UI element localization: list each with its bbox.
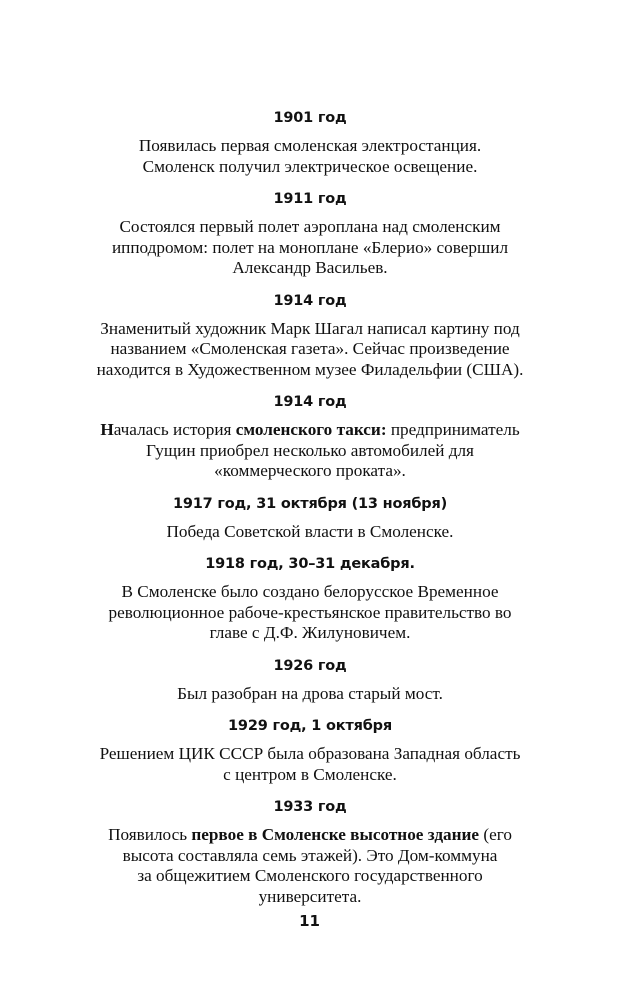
- entry-1914-taxi: [70, 392, 550, 482]
- entry-text: [70, 825, 550, 907]
- entry-1911: [70, 189, 550, 279]
- entry-text: [70, 136, 550, 177]
- text-line: Смоленск получил электрическое освещение.: [142, 156, 478, 176]
- text-line: высота составляла семь этажей). Это Дом-коммуна: [122, 845, 498, 865]
- entry-text: [70, 744, 550, 785]
- entry-year: 1914 год: [273, 292, 347, 309]
- entry-text: [70, 582, 550, 644]
- entry-text: [70, 420, 550, 482]
- text-line: Александр Васильев.: [232, 258, 388, 277]
- text-line: [108, 825, 512, 844]
- text-line: Победа Советской власти в Смоленске.: [166, 521, 454, 541]
- entry-year: 1918 год, 30–31 декабря.: [205, 556, 415, 572]
- text-line: названием «Смоленская газета». Сейчас произведение: [110, 339, 510, 358]
- text-line: Состоялся первый полет аэроплана над смоленским: [119, 217, 501, 236]
- text-line: ипподромом: полет на моноплане «Блерио» совершил: [111, 237, 509, 257]
- chronology-list: [70, 108, 550, 919]
- text-line: Знаменитый художник Марк Шагал написал картину под: [100, 318, 520, 338]
- entry-year: 1929 год, 1 октября: [228, 718, 392, 734]
- entry-text: [70, 522, 550, 543]
- text-line: находится в Художественном музее Филадельфии (США).: [96, 359, 524, 379]
- entry-1914-chagall: [70, 291, 550, 381]
- text-line: В Смоленске было создано белорусское Временное: [121, 582, 499, 601]
- page-number: 11: [299, 912, 320, 930]
- text-line: Появилась первая смоленская электростанция.: [138, 136, 482, 155]
- bold-phrase: смоленского такси:: [235, 420, 387, 439]
- text-line: «коммерческого проката».: [214, 461, 406, 480]
- entry-text: [70, 319, 550, 381]
- entry-year: 1901 год: [273, 110, 347, 126]
- text-line: главе с Д.Ф. Жилуновичем.: [209, 623, 411, 642]
- entry-1901: [70, 108, 550, 177]
- text-fragment: ачалась история: [113, 420, 236, 439]
- text-line: университета.: [258, 886, 362, 906]
- text-fragment: (его: [479, 825, 512, 844]
- text-line: за общежитием Смоленского государственного: [137, 866, 483, 885]
- text-line: с центром в Смоленске.: [223, 764, 397, 784]
- entry-year: 1933 год: [273, 799, 347, 815]
- entry-text: [70, 217, 550, 279]
- text-line: Был разобран на дрова старый мост.: [177, 683, 443, 703]
- text-line: Решением ЦИК СССР была образована Западная область: [99, 744, 521, 763]
- text-fragment: предприниматель: [386, 420, 520, 439]
- text-line: Гущин приобрел несколько автомобилей для: [146, 440, 474, 460]
- entry-1933: [70, 797, 550, 907]
- entry-year: 1914 год: [273, 394, 347, 410]
- entry-1918: [70, 554, 550, 644]
- entry-text: [70, 684, 550, 705]
- entry-year: 1917 год, 31 октября (13 ноября): [173, 495, 447, 512]
- drop-letter: Н: [100, 420, 114, 439]
- bold-phrase: первое в Смоленске высотное здание: [191, 825, 480, 844]
- entry-1926: [70, 656, 550, 705]
- text-line: [100, 420, 519, 439]
- entry-1929: [70, 716, 550, 785]
- entry-year: 1911 год: [273, 191, 347, 207]
- text-line: революционное рабоче-крестьянское правительство во: [108, 602, 512, 622]
- entry-year: 1926 год: [273, 657, 347, 674]
- entry-1917: [70, 494, 550, 543]
- text-fragment: Появилось: [108, 825, 192, 844]
